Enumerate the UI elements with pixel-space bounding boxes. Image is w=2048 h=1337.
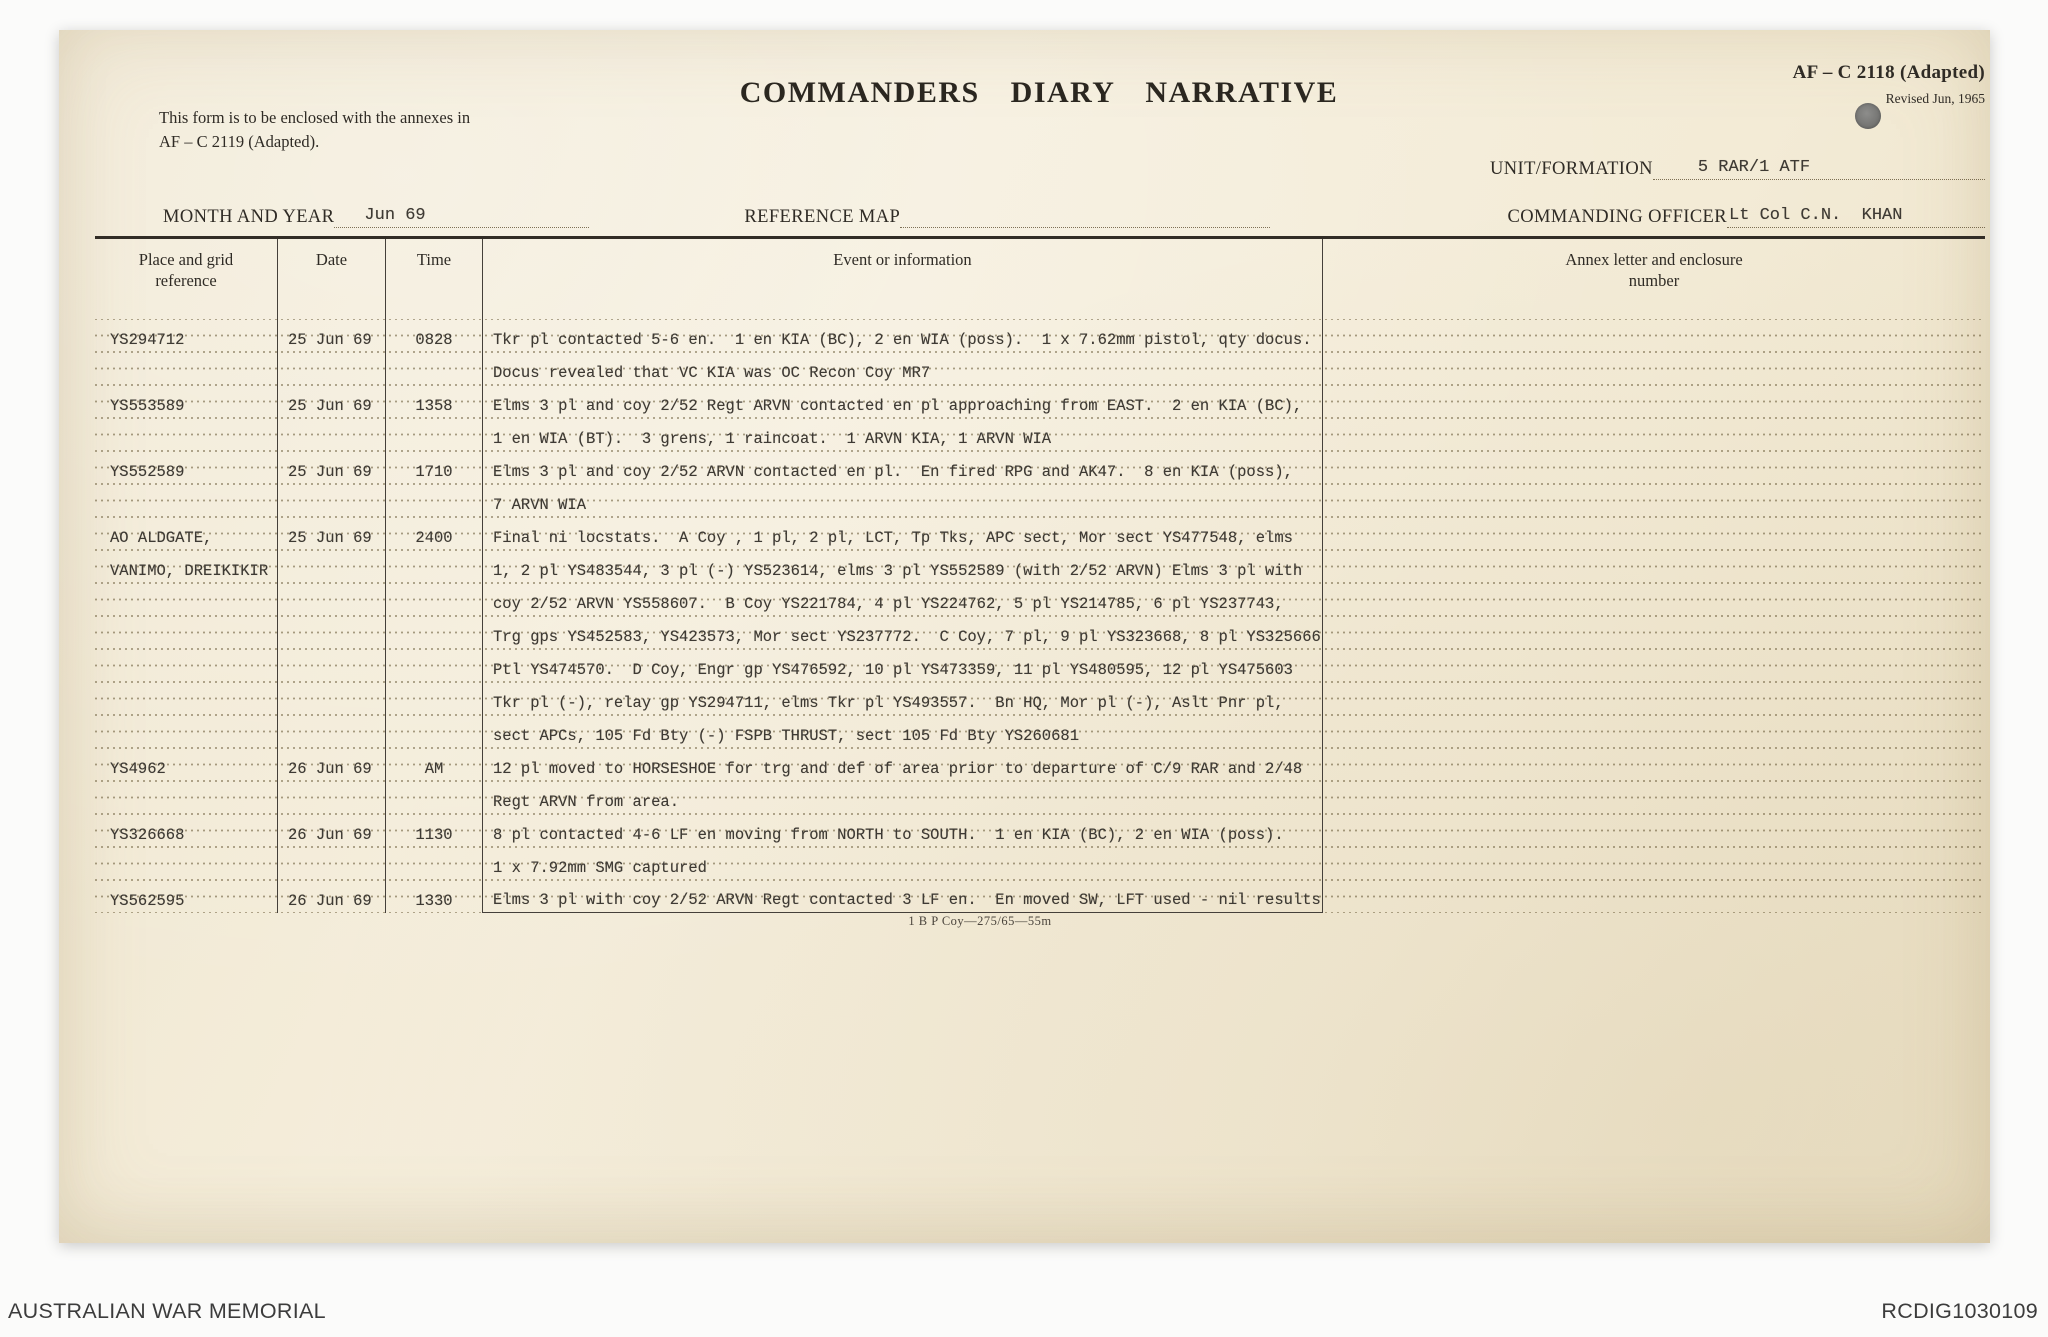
table-header xyxy=(95,236,1985,319)
cell-annex xyxy=(1322,451,1985,484)
printer-imprint: 1 B P Coy—275/65—55m xyxy=(908,914,1052,928)
cell-time xyxy=(385,682,482,715)
cell-time: AM xyxy=(385,748,482,781)
table-row xyxy=(95,517,1985,550)
cell-annex xyxy=(1322,715,1985,748)
unit-formation-label: UNIT/FORMATION xyxy=(1490,159,1653,179)
cell-event: 7 ARVN WIA xyxy=(482,484,1322,517)
cell-time: 0828 xyxy=(385,319,482,352)
cell-place xyxy=(95,715,277,748)
table-row xyxy=(95,649,1985,682)
header-annex: Annex letter and enclosure number xyxy=(1322,239,1985,319)
cell-place: AO ALDGATE, xyxy=(110,528,213,547)
cell-annex xyxy=(1322,385,1985,418)
cell-place: YS562595 xyxy=(110,891,185,910)
archive-name: AUSTRALIAN WAR MEMORIAL xyxy=(8,1298,326,1323)
cell-event: 8 pl contacted 4-6 LF en moving from NORTH to SOUTH. 1 en KIA (BC), 2 en WIA (poss). xyxy=(482,814,1322,847)
cell-date xyxy=(277,484,385,517)
cell-event: 1, 2 pl YS483544, 3 pl (-) YS523614, elms 3 pl YS552589 (with 2/52 ARVN) Elms 3 pl with xyxy=(482,550,1322,583)
cell-place xyxy=(95,484,277,517)
cell-annex xyxy=(1322,550,1985,583)
cell-place: YS294712 xyxy=(110,330,185,349)
cell-date: 26 Jun 69 xyxy=(277,880,385,913)
unit-formation-field xyxy=(1490,148,1985,180)
header-event: Event or information xyxy=(482,239,1322,319)
cell-place: YS326668 xyxy=(110,825,185,844)
commanding-officer-value: Lt Col C.N. KHAN xyxy=(1727,206,1985,228)
cell-time xyxy=(385,847,482,880)
header-time: Time xyxy=(385,239,482,319)
table-body xyxy=(95,319,1985,913)
cell-time xyxy=(385,352,482,385)
table-row xyxy=(95,781,1985,814)
cell-annex xyxy=(1322,847,1985,880)
cell-event: 12 pl moved to HORSESHOE for trg and def of area prior to departure of C/9 RAR and 2/48 xyxy=(482,748,1322,781)
cell-time: 1330 xyxy=(385,880,482,913)
table-row xyxy=(95,880,1985,913)
cell-event: Regt ARVN from area. xyxy=(482,781,1322,814)
cell-date: 25 Jun 69 xyxy=(277,385,385,418)
cell-time: 1358 xyxy=(385,385,482,418)
header-date: Date xyxy=(277,239,385,319)
cell-date xyxy=(277,715,385,748)
cell-event: Tkr pl contacted 5-6 en. 1 en KIA (BC), 2 en WIA (poss). 1 x 7.62mm pistol, qty docus. xyxy=(482,319,1322,352)
cell-event: Tkr pl (-), relay gp YS294711, elms Tkr pl YS493557. Bn HQ, Mor pl (-), Aslt Pnr pl, xyxy=(482,682,1322,715)
cell-annex xyxy=(1322,781,1985,814)
table-row xyxy=(95,682,1985,715)
cell-time: 1710 xyxy=(385,451,482,484)
unit-formation-value: 5 RAR/1 ATF xyxy=(1653,158,1985,180)
cell-date xyxy=(277,616,385,649)
cell-event: sect APCs, 105 Fd Bty (-) FSPB THRUST, sect 105 Fd Bty YS260681 xyxy=(482,715,1322,748)
cell-event: Elms 3 pl and coy 2/52 Regt ARVN contacted en pl approaching from EAST. 2 en KIA (BC), xyxy=(482,385,1322,418)
month-year-label: MONTH AND YEAR xyxy=(163,207,335,227)
table-row xyxy=(95,352,1985,385)
cell-place: YS4962 xyxy=(110,759,166,778)
cell-time: 2400 xyxy=(385,517,482,550)
diary-form-sheet xyxy=(59,30,1990,1243)
month-year-value: Jun 69 xyxy=(334,206,589,228)
cell-date xyxy=(277,649,385,682)
cell-annex xyxy=(1322,814,1985,847)
header-place: Place and grid reference xyxy=(138,250,234,290)
cell-date: 26 Jun 69 xyxy=(277,814,385,847)
cell-place: YS553589 xyxy=(110,396,185,415)
table-row xyxy=(95,319,1985,352)
archive-reference-id: RCDIG1030109 xyxy=(1881,1298,2038,1323)
hole-punch-icon xyxy=(1855,103,1881,129)
cell-place xyxy=(95,682,277,715)
cell-time xyxy=(385,781,482,814)
cell-date: 26 Jun 69 xyxy=(277,748,385,781)
cell-annex xyxy=(1322,319,1985,352)
cell-annex xyxy=(1322,517,1985,550)
cell-event: Ptl YS474570. D Coy, Engr gp YS476592, 10 pl YS473359, 11 pl YS480595, 12 pl YS475603 xyxy=(482,649,1322,682)
cell-time xyxy=(385,715,482,748)
cell-annex xyxy=(1322,418,1985,451)
table-row xyxy=(95,418,1985,451)
cell-annex xyxy=(1322,583,1985,616)
cell-date xyxy=(277,682,385,715)
cell-time xyxy=(385,583,482,616)
table-row xyxy=(95,385,1985,418)
cell-date: 25 Jun 69 xyxy=(277,319,385,352)
cell-place xyxy=(95,616,277,649)
cell-date: 25 Jun 69 xyxy=(277,451,385,484)
cell-date xyxy=(277,550,385,583)
cell-annex xyxy=(1322,748,1985,781)
archive-bar xyxy=(0,1289,2048,1337)
cell-annex xyxy=(1322,649,1985,682)
form-number: AF – C 2118 (Adapted) xyxy=(1792,62,1985,83)
cell-time xyxy=(385,616,482,649)
cell-date xyxy=(277,583,385,616)
cell-event: coy 2/52 ARVN YS558607. B Coy YS221784, 4 pl YS224762, 5 pl YS214785, 6 pl YS237743, xyxy=(482,583,1322,616)
cell-annex xyxy=(1322,352,1985,385)
table-row xyxy=(95,484,1985,517)
table-row xyxy=(95,715,1985,748)
table-row xyxy=(95,583,1985,616)
diary-table xyxy=(95,236,1985,913)
cell-date xyxy=(277,781,385,814)
cell-event: Docus revealed that VC KIA was OC Recon Coy MR7 xyxy=(482,352,1322,385)
cell-event: Elms 3 pl with coy 2/52 ARVN Regt contacted 3 LF en. En moved SW, LFT used - nil results xyxy=(482,880,1322,913)
cell-annex xyxy=(1322,484,1985,517)
cell-event: Trg gps YS452583, YS423573, Mor sect YS237772. C Coy, 7 pl, 9 pl YS323668, 8 pl YS325666 xyxy=(482,616,1322,649)
cell-event: Final ni locstats. A Coy , 1 pl, 2 pl, LCT, Tp Tks, APC sect, Mor sect YS477548, elms xyxy=(482,517,1322,550)
table-row xyxy=(95,451,1985,484)
cell-place xyxy=(95,352,277,385)
cell-time xyxy=(385,649,482,682)
cell-event: Elms 3 pl and coy 2/52 ARVN contacted en pl. En fired RPG and AK47. 8 en KIA (poss), xyxy=(482,451,1322,484)
cell-time xyxy=(385,550,482,583)
table-row xyxy=(95,616,1985,649)
cell-annex xyxy=(1322,616,1985,649)
cell-date: 25 Jun 69 xyxy=(277,517,385,550)
enclosure-note: This form is to be enclosed with the annexes in AF – C 2119 (Adapted). xyxy=(159,108,471,151)
commanding-officer-label: COMMANDING OFFICER xyxy=(1507,207,1727,227)
cell-place xyxy=(95,649,277,682)
cell-annex xyxy=(1322,880,1985,913)
page-title: COMMANDERS DIARY NARRATIVE xyxy=(739,76,1339,109)
table-row xyxy=(95,550,1985,583)
cell-event: 1 x 7.92mm SMG captured xyxy=(482,847,1322,880)
cell-date xyxy=(277,352,385,385)
reference-map-label: REFERENCE MAP xyxy=(744,207,901,227)
cell-place xyxy=(95,781,277,814)
reference-map-value xyxy=(900,226,1270,228)
cell-date xyxy=(277,418,385,451)
table-row xyxy=(95,814,1985,847)
table-row xyxy=(95,748,1985,781)
cell-time: 1130 xyxy=(385,814,482,847)
cell-date xyxy=(277,847,385,880)
cell-time xyxy=(385,484,482,517)
cell-event: 1 en WIA (BT). 3 grens, 1 raincoat. 1 ARVN KIA, 1 ARVN WIA xyxy=(482,418,1322,451)
cell-place xyxy=(95,418,277,451)
cell-annex xyxy=(1322,682,1985,715)
revision-note: Revised Jun, 1965 xyxy=(1885,91,1985,106)
cell-place xyxy=(95,583,277,616)
cell-place: VANIMO, DREIKIKIR xyxy=(110,561,269,580)
form-meta-row xyxy=(163,196,1985,228)
cell-place: YS552589 xyxy=(110,462,185,481)
cell-time xyxy=(385,418,482,451)
cell-place xyxy=(95,847,277,880)
table-row xyxy=(95,847,1985,880)
